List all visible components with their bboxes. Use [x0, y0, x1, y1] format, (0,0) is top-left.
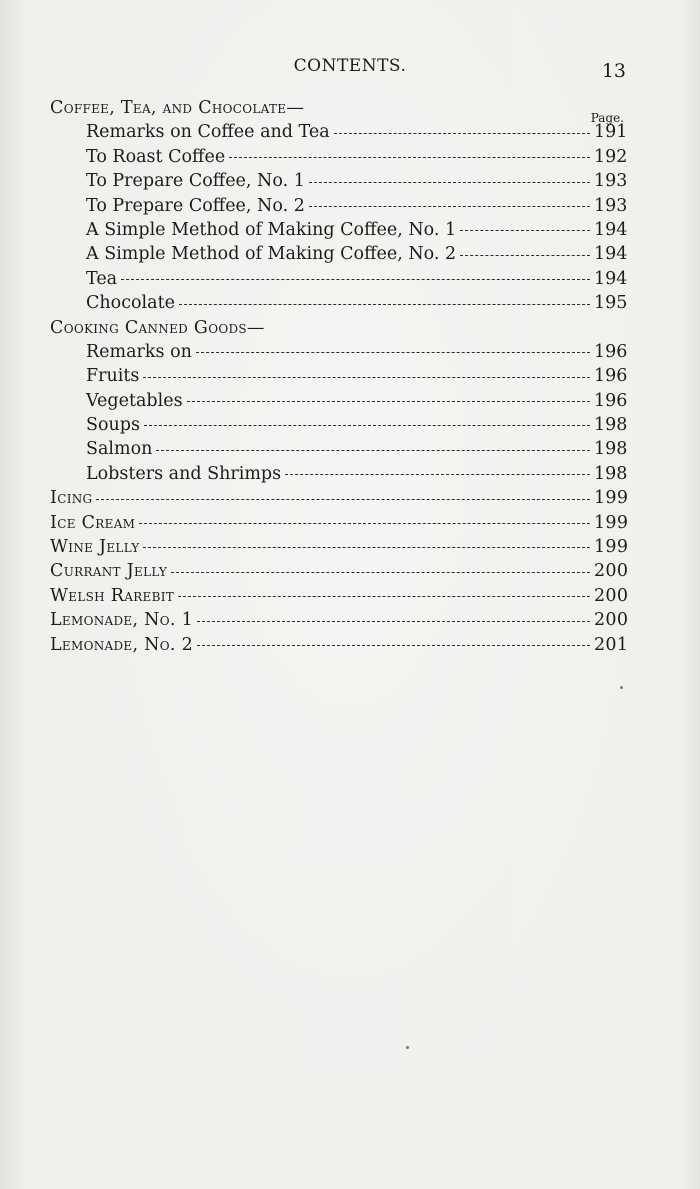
toc-entry-title: Remarks on Coffee and Tea — [86, 122, 330, 143]
toc-entry-title: Remarks on — [86, 341, 192, 362]
toc-entry-title: Salmon — [86, 439, 153, 460]
running-head: CONTENTS. — [293, 56, 407, 76]
toc-section-row — [50, 535, 629, 559]
toc-section-title: Wine Jelly — [50, 537, 140, 558]
toc-page-number: 196 — [594, 366, 628, 387]
toc-entry-title: A Simple Method of Making Coffee, No. 2 — [86, 244, 457, 265]
toc-section-row — [50, 511, 629, 535]
dot-leader — [96, 498, 590, 500]
toc-section-title: Cooking Canned Goods— — [50, 317, 265, 338]
toc-section-row — [50, 608, 629, 632]
dot-leader — [197, 620, 590, 622]
paper-speck — [620, 686, 623, 689]
toc-entry-row — [50, 120, 628, 144]
toc-page-number: 200 — [594, 561, 629, 582]
toc-entry-title: To Prepare Coffee, No. 2 — [86, 195, 305, 216]
paper-speck — [406, 1046, 409, 1049]
toc-section-row — [50, 559, 629, 583]
toc-section-title: Icing — [50, 488, 93, 509]
toc-page-number: 201 — [594, 634, 629, 655]
toc-section-title: Coffee, Tea, and Chocolate— — [50, 98, 305, 118]
dot-leader — [121, 278, 590, 280]
dot-leader — [334, 132, 590, 134]
dot-leader — [285, 473, 590, 475]
dot-leader — [460, 229, 590, 231]
toc-page-number: 194 — [594, 244, 628, 265]
dot-leader — [309, 181, 590, 183]
toc-page-number: 196 — [594, 390, 628, 411]
toc-page-number: 200 — [594, 610, 629, 631]
toc-entry-title: To Prepare Coffee, No. 1 — [86, 171, 305, 192]
dot-leader — [196, 351, 590, 353]
toc-entry-title: Vegetables — [86, 390, 183, 411]
dot-leader — [171, 571, 590, 573]
toc-page-number: 195 — [594, 293, 628, 314]
dot-leader — [143, 376, 590, 378]
toc-page-number: 200 — [594, 585, 629, 606]
toc-entry-row — [50, 389, 628, 413]
dot-leader — [143, 546, 590, 548]
toc-entry-row — [50, 437, 628, 461]
toc-entry-title: Lobsters and Shrimps — [86, 463, 282, 484]
dot-leader — [309, 205, 590, 207]
toc-entry-title: A Simple Method of Making Coffee, No. 1 — [86, 219, 457, 240]
dot-leader — [144, 424, 590, 426]
toc-section-title: Currant Jelly — [50, 561, 168, 582]
toc-page-number: 198 — [594, 463, 628, 484]
toc-entry-row — [50, 267, 628, 291]
dot-leader — [156, 449, 590, 451]
toc-section-title: Lemonade, No. 1 — [50, 610, 194, 631]
dot-leader — [187, 400, 590, 402]
toc-section-row — [50, 96, 624, 120]
toc-page-number: 194 — [594, 219, 628, 240]
toc-entry-row — [50, 340, 628, 364]
toc-page-number: 191 — [594, 122, 628, 143]
toc-page-number: 198 — [594, 439, 628, 460]
toc-page-number: 193 — [594, 195, 628, 216]
toc-entry-row — [50, 364, 628, 388]
toc-page-number: 198 — [594, 415, 628, 436]
dot-leader — [229, 156, 590, 158]
page-column-label: Page. — [590, 111, 624, 125]
toc-section-title: Lemonade, No. 2 — [50, 634, 194, 655]
toc-section-title: Ice Cream — [50, 512, 136, 533]
toc-page-number: 194 — [594, 268, 628, 289]
toc-entry-row — [50, 242, 628, 266]
toc-page-number: 199 — [594, 512, 629, 533]
toc-page-number: 199 — [594, 488, 629, 509]
dot-leader — [460, 254, 590, 256]
table-of-contents — [50, 96, 629, 657]
dot-leader — [197, 644, 590, 646]
toc-entry-row — [50, 145, 628, 169]
toc-page-number: 192 — [594, 146, 628, 167]
toc-entry-title: To Roast Coffee — [86, 146, 226, 167]
toc-entry-row — [50, 194, 628, 218]
toc-section-row — [50, 633, 629, 657]
toc-page-number: 193 — [594, 171, 628, 192]
toc-entry-title: Tea — [86, 268, 118, 289]
dot-leader — [139, 522, 590, 524]
toc-entry-row — [50, 218, 628, 242]
toc-entry-title: Fruits — [86, 366, 140, 387]
dot-leader — [179, 303, 590, 305]
toc-entry-row — [50, 462, 628, 486]
toc-section-row — [50, 486, 629, 510]
dot-leader — [178, 595, 590, 597]
toc-page-number: 199 — [594, 537, 629, 558]
toc-entry-row — [50, 291, 628, 315]
toc-entry-row — [50, 169, 628, 193]
toc-section-row — [50, 584, 629, 608]
toc-entry-title: Chocolate — [86, 293, 175, 314]
page-number: 13 — [601, 60, 626, 82]
toc-entry-title: Soups — [86, 415, 140, 436]
toc-entry-row — [50, 413, 628, 437]
toc-section-row — [50, 316, 624, 340]
toc-section-title: Welsh Rarebit — [50, 585, 175, 606]
toc-page-number: 196 — [594, 341, 628, 362]
